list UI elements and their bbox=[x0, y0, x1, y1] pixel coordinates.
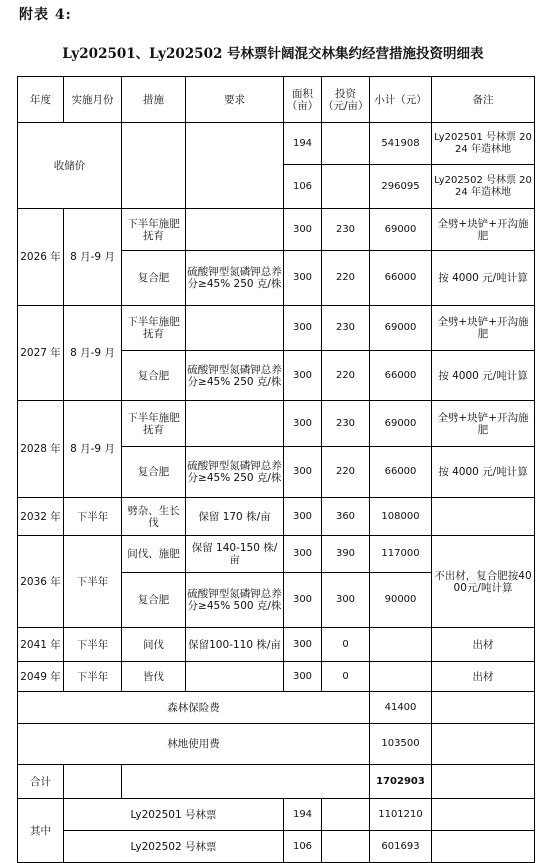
subtotal-2028-1: 69000 bbox=[370, 401, 432, 447]
storage-subtotal-1: 541908 bbox=[370, 123, 432, 165]
invest-2032: 360 bbox=[322, 498, 370, 536]
measure-2032: 劈杂、生长伐 bbox=[122, 498, 186, 536]
requirement-2041: 保留100-110 株/亩 bbox=[186, 628, 284, 662]
among-area-1: 194 bbox=[284, 799, 322, 831]
requirement-2032: 保留 170 株/亩 bbox=[186, 498, 284, 536]
remark-2027-1: 全劈+块铲+开沟施肥 bbox=[432, 306, 535, 351]
land-fee-label: 林地使用费 bbox=[18, 724, 370, 765]
header-invest: 投资（元/亩） bbox=[322, 77, 370, 123]
table-row bbox=[18, 799, 535, 831]
measure-2036-2: 复合肥 bbox=[122, 573, 186, 628]
measure-2027-2: 复合肥 bbox=[122, 351, 186, 401]
remark-2027-2: 按 4000 元/吨计算 bbox=[432, 351, 535, 401]
requirement-2049 bbox=[186, 662, 284, 692]
among-subtotal-1: 1101210 bbox=[370, 799, 432, 831]
table-row bbox=[18, 209, 535, 251]
table-row bbox=[18, 498, 535, 536]
requirement-2028-1 bbox=[186, 401, 284, 447]
requirement-2027-2: 硫酸钾型氮磷钾总养分≥45% 250 克/株 bbox=[186, 351, 284, 401]
subtotal-2032: 108000 bbox=[370, 498, 432, 536]
invest-2036-2: 300 bbox=[322, 573, 370, 628]
area-2026-2: 300 bbox=[284, 251, 322, 306]
header-area: 面积（亩） bbox=[284, 77, 322, 123]
measure-2036-1: 间伐、施肥 bbox=[122, 536, 186, 573]
table-row bbox=[18, 628, 535, 662]
area-2049: 300 bbox=[284, 662, 322, 692]
storage-requirement bbox=[186, 123, 284, 209]
subtotal-2026-1: 69000 bbox=[370, 209, 432, 251]
subtotal-2041 bbox=[370, 628, 432, 662]
remark-2026-2: 按 4000 元/吨计算 bbox=[432, 251, 535, 306]
table-row bbox=[18, 536, 535, 573]
year-2049: 2049 年 bbox=[18, 662, 64, 692]
measure-2027-1: 下半年施肥抚育 bbox=[122, 306, 186, 351]
header-requirement: 要求 bbox=[186, 77, 284, 123]
month-2036: 下半年 bbox=[64, 536, 122, 628]
remark-2041: 出材 bbox=[432, 628, 535, 662]
remark-2032 bbox=[432, 498, 535, 536]
area-2032: 300 bbox=[284, 498, 322, 536]
month-2041: 下半年 bbox=[64, 628, 122, 662]
subtotal-2049 bbox=[370, 662, 432, 692]
area-2027-2: 300 bbox=[284, 351, 322, 401]
among-invest-1 bbox=[322, 799, 370, 831]
among-name-1: Ly202501 号林票 bbox=[64, 799, 284, 831]
requirement-2026-1 bbox=[186, 209, 284, 251]
storage-subtotal-2: 296095 bbox=[370, 165, 432, 209]
header-row bbox=[18, 77, 535, 123]
requirement-2028-2: 硫酸钾型氮磷钾总养 分≥45% 250 克/株 bbox=[186, 447, 284, 498]
header-remark: 备注 bbox=[432, 77, 535, 123]
subtotal-2027-2: 66000 bbox=[370, 351, 432, 401]
area-2028-1: 300 bbox=[284, 401, 322, 447]
total-month bbox=[64, 765, 122, 799]
header-year: 年度 bbox=[18, 77, 64, 123]
month-2027: 8 月-9 月 bbox=[64, 306, 122, 401]
total-subtotal: 1702903 bbox=[370, 765, 432, 799]
measure-2049: 皆伐 bbox=[122, 662, 186, 692]
remark-2026-1: 全劈+块铲+开沟施肥 bbox=[432, 209, 535, 251]
among-remark-1 bbox=[432, 799, 535, 831]
subtotal-2026-2: 66000 bbox=[370, 251, 432, 306]
invest-2028-2: 220 bbox=[322, 447, 370, 498]
insurance-subtotal: 41400 bbox=[370, 692, 432, 724]
among-area-2: 106 bbox=[284, 831, 322, 863]
table-row bbox=[18, 724, 535, 765]
investment-table bbox=[17, 76, 535, 863]
storage-label: 收储价 bbox=[18, 123, 122, 209]
table-row bbox=[18, 831, 535, 863]
year-2041: 2041 年 bbox=[18, 628, 64, 662]
subtotal-2036-2: 90000 bbox=[370, 573, 432, 628]
area-2027-1: 300 bbox=[284, 306, 322, 351]
requirement-2027-1 bbox=[186, 306, 284, 351]
storage-remark-1: Ly202501 号林票 2024 年造林地 bbox=[432, 123, 535, 165]
invest-2026-1: 230 bbox=[322, 209, 370, 251]
year-2027: 2027 年 bbox=[18, 306, 64, 401]
among-name-2: Ly202502 号林票 bbox=[64, 831, 284, 863]
land-fee-remark bbox=[432, 724, 535, 765]
invest-2049: 0 bbox=[322, 662, 370, 692]
remark-2028-2: 按 4000 元/吨计算 bbox=[432, 447, 535, 498]
header-month: 实施月份 bbox=[64, 77, 122, 123]
storage-remark-2: Ly202502 号林票 2024 年造林地 bbox=[432, 165, 535, 209]
area-2036-2: 300 bbox=[284, 573, 322, 628]
table-row bbox=[18, 306, 535, 351]
storage-area-2: 106 bbox=[284, 165, 322, 209]
table-row bbox=[18, 123, 535, 165]
among-invest-2 bbox=[322, 831, 370, 863]
among-label: 其中 bbox=[18, 799, 64, 863]
month-2026: 8 月-9 月 bbox=[64, 209, 122, 306]
appendix-label: 附表 4: bbox=[19, 7, 72, 23]
invest-2027-1: 230 bbox=[322, 306, 370, 351]
requirement-2036-2: 硫酸钾型氮磷钾总养分≥45% 500 克/株 bbox=[186, 573, 284, 628]
month-2049: 下半年 bbox=[64, 662, 122, 692]
remark-2028-1: 全劈+块铲+开沟施肥 bbox=[432, 401, 535, 447]
table-row bbox=[18, 765, 535, 799]
table-row bbox=[18, 692, 535, 724]
remark-2049: 出材 bbox=[432, 662, 535, 692]
subtotal-2036-1: 117000 bbox=[370, 536, 432, 573]
insurance-remark bbox=[432, 692, 535, 724]
header-subtotal: 小计（元） bbox=[370, 77, 432, 123]
subtotal-2028-2: 66000 bbox=[370, 447, 432, 498]
invest-2041: 0 bbox=[322, 628, 370, 662]
total-blank bbox=[122, 765, 370, 799]
among-subtotal-2: 601693 bbox=[370, 831, 432, 863]
year-2032: 2032 年 bbox=[18, 498, 64, 536]
area-2026-1: 300 bbox=[284, 209, 322, 251]
measure-2041: 间伐 bbox=[122, 628, 186, 662]
requirement-2036-1: 保留 140-150 株/亩 bbox=[186, 536, 284, 573]
year-2036: 2036 年 bbox=[18, 536, 64, 628]
area-2028-2: 300 bbox=[284, 447, 322, 498]
area-2036-1: 300 bbox=[284, 536, 322, 573]
year-2028: 2028 年 bbox=[18, 401, 64, 498]
page-title: Ly202501、Ly202502 号林票针阔混交林集约经营措施投资明细表 bbox=[62, 46, 484, 62]
header-measure: 措施 bbox=[122, 77, 186, 123]
subtotal-2027-1: 69000 bbox=[370, 306, 432, 351]
storage-invest-1 bbox=[322, 123, 370, 165]
insurance-label: 森林保险费 bbox=[18, 692, 370, 724]
invest-2026-2: 220 bbox=[322, 251, 370, 306]
invest-2028-1: 230 bbox=[322, 401, 370, 447]
year-2026: 2026 年 bbox=[18, 209, 64, 306]
storage-invest-2 bbox=[322, 165, 370, 209]
invest-2027-2: 220 bbox=[322, 351, 370, 401]
month-2028: 8 月-9 月 bbox=[64, 401, 122, 498]
measure-2028-2: 复合肥 bbox=[122, 447, 186, 498]
requirement-2026-2: 硫酸钾型氮磷钾总养分≥45% 250 克/株 bbox=[186, 251, 284, 306]
total-remark bbox=[432, 765, 535, 799]
invest-2036-1: 390 bbox=[322, 536, 370, 573]
storage-measure bbox=[122, 123, 186, 209]
land-fee-subtotal: 103500 bbox=[370, 724, 432, 765]
measure-2026-2: 复合肥 bbox=[122, 251, 186, 306]
measure-2026-1: 下半年施肥抚育 bbox=[122, 209, 186, 251]
table-row bbox=[18, 662, 535, 692]
storage-area-1: 194 bbox=[284, 123, 322, 165]
table-row bbox=[18, 401, 535, 447]
area-2041: 300 bbox=[284, 628, 322, 662]
total-label: 合计 bbox=[18, 765, 64, 799]
month-2032: 下半年 bbox=[64, 498, 122, 536]
among-remark-2 bbox=[432, 831, 535, 863]
measure-2028-1: 下半年施肥抚育 bbox=[122, 401, 186, 447]
remark-2036: 不出材，复合肥按4000元/吨计算 bbox=[432, 536, 535, 628]
